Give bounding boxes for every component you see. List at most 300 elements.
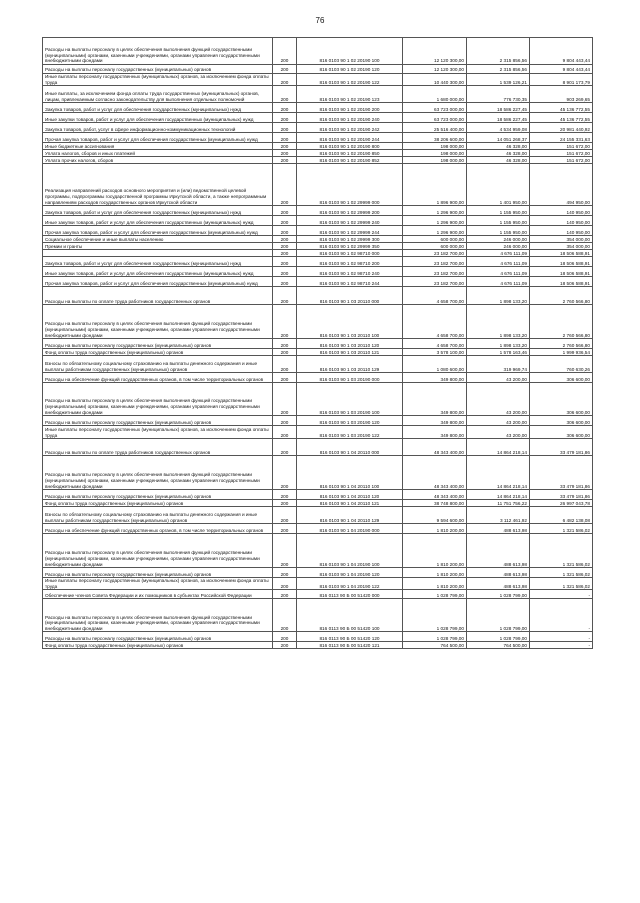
row-approved-amount: 23 182 700,00: [403, 257, 467, 267]
row-line-code: 200: [273, 524, 297, 534]
row-approved-amount: 764 500,00: [403, 642, 467, 649]
row-line-code: 200: [273, 534, 297, 568]
row-line-code: 200: [273, 339, 297, 349]
row-approved-amount: 12 120 300,00: [403, 65, 467, 74]
table-row: [43, 38, 593, 65]
row-executed-amount: 4 676 111,09: [467, 277, 530, 287]
row-classification-code: 816 0103 90 1 02 20190 100: [297, 38, 403, 65]
row-name: Фонд оплаты труда государственных (муниципальных) органов: [43, 642, 273, 649]
row-approved-amount: 4 658 700,00: [403, 305, 467, 339]
row-remaining-amount: 26 997 043,78: [530, 500, 593, 507]
row-approved-amount: 1 080 600,00: [403, 356, 467, 373]
table-row: [43, 524, 593, 534]
table-row: [43, 439, 593, 456]
row-name: Премии и гранты: [43, 243, 273, 250]
table-row: [43, 590, 593, 599]
row-line-code: 200: [273, 133, 297, 143]
row-name: Закупка товаров, работ, услуг в сфере информационно-коммуникационных технологий: [43, 123, 273, 133]
row-classification-code: 816 0103 90 1 04 20110 120: [297, 490, 403, 500]
row-name: Расходы на выплаты персоналу государственных (муниципальных) органов: [43, 65, 273, 74]
row-executed-amount: 1 028 799,00: [467, 599, 530, 632]
row-name: Социальное обеспечение и иные выплаты населению: [43, 236, 273, 243]
row-name: Расходы на выплаты персоналу в целях обеспечения выполнения функций государственными (муниципальными) органами, казенными учреждениями, органами управления государственными внебюджетными фондами: [43, 534, 273, 568]
row-remaining-amount: 151 672,00: [530, 150, 593, 157]
row-remaining-amount: 151 672,00: [530, 143, 593, 150]
row-remaining-amount: 2 760 566,80: [530, 305, 593, 339]
row-line-code: 200: [273, 416, 297, 426]
table-row: [43, 164, 593, 206]
row-name: Расходы на выплаты персоналу в целях обеспечения выполнения функций государственными (муниципальными) органами, казенными учреждениями, органами управления государственными внебюджетными фондами: [43, 599, 273, 632]
row-executed-amount: 18 586 227,45: [467, 103, 530, 113]
page-number: 76: [315, 16, 325, 25]
row-executed-amount: 1 898 133,20: [467, 339, 530, 349]
row-remaining-amount: 151 672,00: [530, 157, 593, 164]
row-executed-amount: 4 676 111,09: [467, 267, 530, 277]
row-executed-amount: 246 000,00: [467, 236, 530, 243]
row-executed-amount: 776 730,35: [467, 86, 530, 103]
row-name: Расходы на выплаты персоналу в целях обеспечения выполнения функций государственными (муниципальными) органами, казенными учреждениями, органами управления государственными внебюджетными фондами: [43, 305, 273, 339]
row-name: Расходы на выплаты персоналу государственных (муниципальных) органов: [43, 416, 273, 426]
row-approved-amount: 198 000,00: [403, 143, 467, 150]
row-executed-amount: 1 028 799,00: [467, 590, 530, 599]
row-remaining-amount: 18 506 588,91: [530, 277, 593, 287]
table-row: [43, 383, 593, 416]
row-classification-code: 816 0103 90 1 02 98710 000: [297, 250, 403, 257]
row-name: Иные выплаты персоналу государственных (муниципальных) органов, за исключением фонда оплаты труда: [43, 426, 273, 439]
row-name: Расходы на выплаты по оплате труда работников государственных органов: [43, 287, 273, 305]
row-name: Иные закупки товаров, работ и услуг для обеспечения государственных (муниципальных) нужд: [43, 113, 273, 123]
row-classification-code: 816 0113 90 Б 00 51420 000: [297, 590, 403, 599]
row-approved-amount: 63 723 000,00: [403, 113, 467, 123]
row-remaining-amount: -: [530, 590, 593, 599]
row-remaining-amount: -: [530, 642, 593, 649]
row-line-code: 200: [273, 103, 297, 113]
row-line-code: 200: [273, 216, 297, 226]
table-row: [43, 568, 593, 578]
row-name: Расходы на обеспечение функций государственных органов, в том числе территориальных органов: [43, 373, 273, 383]
row-classification-code: 816 0103 90 1 02 20190 122: [297, 74, 403, 86]
row-line-code: 200: [273, 426, 297, 439]
table-row: [43, 250, 593, 257]
row-classification-code: 816 0103 90 1 04 20190 120: [297, 568, 403, 578]
row-classification-code: 816 0103 90 1 04 20190 000: [297, 524, 403, 534]
row-executed-amount: 43 200,00: [467, 373, 530, 383]
row-name: Расходы на выплаты персоналу в целях обеспечения выполнения функций государственными (муниципальными) органами, казенными учреждениями, органами управления государственными внебюджетными фондами: [43, 456, 273, 490]
row-name: Иные выплаты персоналу государственных (муниципальных) органов, за исключением фонда оплаты труда: [43, 74, 273, 86]
table-row: [43, 305, 593, 339]
table-row: [43, 143, 593, 150]
row-executed-amount: 1 155 950,00: [467, 206, 530, 216]
row-name: Уплата налогов, сборов и иных платежей: [43, 150, 273, 157]
table-row: [43, 349, 593, 356]
table-row: [43, 534, 593, 568]
row-line-code: 200: [273, 243, 297, 250]
table-row: [43, 236, 593, 243]
row-executed-amount: 764 500,00: [467, 642, 530, 649]
row-remaining-amount: 18 506 588,91: [530, 257, 593, 267]
row-approved-amount: 48 343 400,00: [403, 490, 467, 500]
row-name: Обеспечение членов Совета Федерации и их помощников в субъектах Российской Федерации: [43, 590, 273, 599]
row-remaining-amount: 9 804 443,44: [530, 65, 593, 74]
table-row: [43, 599, 593, 632]
table-row: [43, 113, 593, 123]
row-approved-amount: 38 206 600,00: [403, 133, 467, 143]
row-classification-code: 816 0103 90 1 03 20110 129: [297, 356, 403, 373]
table-row: [43, 578, 593, 590]
row-classification-code: 816 0103 90 1 02 20190 240: [297, 113, 403, 123]
row-remaining-amount: 140 950,00: [530, 226, 593, 236]
row-classification-code: 816 0103 90 1 03 20190 000: [297, 373, 403, 383]
row-remaining-amount: 903 269,65: [530, 86, 593, 103]
row-name: Иные закупки товаров, работ и услуг для обеспечения государственных (муниципальных) нужд: [43, 216, 273, 226]
row-line-code: 200: [273, 277, 297, 287]
row-name: Фонд оплаты труда государственных (муниципальных) органов: [43, 500, 273, 507]
row-executed-amount: 4 534 959,08: [467, 123, 530, 133]
row-remaining-amount: 140 950,00: [530, 216, 593, 226]
row-approved-amount: 1 680 000,00: [403, 86, 467, 103]
row-approved-amount: 23 182 700,00: [403, 267, 467, 277]
row-executed-amount: 4 676 111,09: [467, 250, 530, 257]
row-line-code: 200: [273, 349, 297, 356]
row-approved-amount: 1 896 900,00: [403, 164, 467, 206]
row-executed-amount: 1 539 126,21: [467, 74, 530, 86]
row-remaining-amount: -: [530, 632, 593, 642]
table-row: [43, 150, 593, 157]
row-approved-amount: 600 000,00: [403, 243, 467, 250]
row-approved-amount: 198 000,00: [403, 150, 467, 157]
row-executed-amount: 488 613,98: [467, 534, 530, 568]
row-name: Взносы по обязательному социальному страхованию на выплаты денежного содержания и иные выплаты работникам государственных (муниципальных) органов: [43, 356, 273, 373]
table-row: [43, 356, 593, 373]
row-executed-amount: 18 586 227,45: [467, 113, 530, 123]
row-classification-code: 816 0103 90 1 02 29999 000: [297, 164, 403, 206]
row-executed-amount: 4 676 111,09: [467, 257, 530, 267]
table-row: [43, 243, 593, 250]
table-row: [43, 373, 593, 383]
row-name: Прочая закупка товаров, работ и услуг для обеспечения государственных (муниципальных) нужд: [43, 226, 273, 236]
table-row: [43, 456, 593, 490]
row-classification-code: 816 0103 90 1 02 98710 200: [297, 257, 403, 267]
row-classification-code: 816 0103 90 1 02 29999 200: [297, 206, 403, 216]
row-name: Реализация направлений расходов основного мероприятия и (или) ведомственной целевой программы, подпрограммы государственной программы Иркутской области, а также непрограммным направлениям расходов государственных органов Иркутской области: [43, 164, 273, 206]
table-body: [43, 38, 593, 649]
row-remaining-amount: 18 506 588,91: [530, 250, 593, 257]
row-executed-amount: 14 864 218,14: [467, 439, 530, 456]
table-row: [43, 216, 593, 226]
row-classification-code: 816 0103 90 1 02 20190 800: [297, 143, 403, 150]
row-remaining-amount: 1 321 586,02: [530, 568, 593, 578]
row-executed-amount: 46 328,00: [467, 157, 530, 164]
row-line-code: 200: [273, 206, 297, 216]
row-classification-code: 816 0103 90 1 03 20110 120: [297, 339, 403, 349]
row-remaining-amount: 33 479 181,86: [530, 456, 593, 490]
table-row: [43, 287, 593, 305]
table-row: [43, 86, 593, 103]
row-line-code: 200: [273, 236, 297, 243]
row-name: Закупка товаров, работ и услуг для обеспечения государственных (муниципальных) нужд: [43, 257, 273, 267]
row-line-code: 200: [273, 74, 297, 86]
row-remaining-amount: 306 600,00: [530, 426, 593, 439]
row-approved-amount: 1 296 900,00: [403, 206, 467, 216]
row-name: Уплата прочих налогов, сборов: [43, 157, 273, 164]
row-approved-amount: 23 182 700,00: [403, 277, 467, 287]
table-row: [43, 157, 593, 164]
row-approved-amount: 1 296 900,00: [403, 216, 467, 226]
row-classification-code: 816 0103 90 1 03 20110 121: [297, 349, 403, 356]
row-approved-amount: 38 748 800,00: [403, 500, 467, 507]
row-remaining-amount: 760 630,26: [530, 356, 593, 373]
row-classification-code: 816 0103 90 1 02 20190 850: [297, 150, 403, 157]
row-classification-code: 816 0103 90 1 02 29999 244: [297, 226, 403, 236]
row-line-code: 200: [273, 113, 297, 123]
table-row: [43, 257, 593, 267]
table-row: [43, 226, 593, 236]
row-remaining-amount: 140 950,00: [530, 206, 593, 216]
row-approved-amount: 12 120 300,00: [403, 38, 467, 65]
row-approved-amount: 4 658 700,00: [403, 287, 467, 305]
row-classification-code: 816 0103 90 1 02 20190 242: [297, 123, 403, 133]
row-remaining-amount: 2 760 566,80: [530, 287, 593, 305]
row-remaining-amount: 6 482 138,08: [530, 507, 593, 524]
row-remaining-amount: 33 479 181,86: [530, 490, 593, 500]
row-classification-code: 816 0103 90 1 02 29999 350: [297, 243, 403, 250]
row-name: Иные выплаты персоналу государственных (муниципальных) органов, за исключением фонда оплаты труда: [43, 578, 273, 590]
table-row: [43, 74, 593, 86]
row-name: [43, 250, 273, 257]
row-remaining-amount: 18 506 588,91: [530, 267, 593, 277]
row-executed-amount: 1 155 950,00: [467, 226, 530, 236]
row-line-code: 200: [273, 287, 297, 305]
row-classification-code: 816 0103 90 1 04 20110 121: [297, 500, 403, 507]
row-name: Расходы на выплаты персоналу государственных (муниципальных) органов: [43, 568, 273, 578]
row-classification-code: 816 0103 90 1 03 20190 120: [297, 416, 403, 426]
row-name: Расходы на обеспечение функций государственных органов, в том числе территориальных органов: [43, 524, 273, 534]
row-line-code: 200: [273, 150, 297, 157]
row-classification-code: 816 0103 90 1 02 20190 120: [297, 65, 403, 74]
row-classification-code: 816 0103 90 1 02 98710 240: [297, 267, 403, 277]
row-name: Взносы по обязательному социальному страхованию на выплаты денежного содержания и иные выплаты работникам государственных (муниципальных) органов: [43, 507, 273, 524]
table-row: [43, 65, 593, 74]
table-row: [43, 632, 593, 642]
row-approved-amount: 1 028 799,00: [403, 599, 467, 632]
row-remaining-amount: 45 136 772,55: [530, 113, 593, 123]
row-approved-amount: 1 028 799,00: [403, 590, 467, 599]
row-classification-code: 816 0103 90 1 02 20190 852: [297, 157, 403, 164]
row-name: Расходы на выплаты персоналу в целях обеспечения выполнения функций государственными (муниципальными) органами, казенными учреждениями, органами управления государственными внебюджетными фондами: [43, 383, 273, 416]
row-line-code: 200: [273, 642, 297, 649]
row-name: Иные выплаты, за исключением фонда оплаты труда государственных (муниципальных) органов, лицам, привлекаемым согласно законодательству для выполнения отдельных полномочий: [43, 86, 273, 103]
row-approved-amount: 349 800,00: [403, 426, 467, 439]
row-executed-amount: 43 200,00: [467, 383, 530, 416]
row-remaining-amount: 306 600,00: [530, 416, 593, 426]
row-line-code: 200: [273, 456, 297, 490]
row-executed-amount: 1 898 133,20: [467, 305, 530, 339]
row-remaining-amount: 9 804 443,44: [530, 38, 593, 65]
row-line-code: 200: [273, 38, 297, 65]
table-row: [43, 490, 593, 500]
row-classification-code: 816 0103 90 1 04 20190 100: [297, 534, 403, 568]
row-classification-code: 816 0103 90 1 02 98710 244: [297, 277, 403, 287]
row-line-code: 200: [273, 507, 297, 524]
row-approved-amount: 10 440 300,00: [403, 74, 467, 86]
row-remaining-amount: 1 321 586,02: [530, 534, 593, 568]
row-executed-amount: 1 898 133,20: [467, 287, 530, 305]
row-executed-amount: 43 200,00: [467, 416, 530, 426]
table-row: [43, 500, 593, 507]
row-executed-amount: 14 864 218,14: [467, 456, 530, 490]
table-row: [43, 133, 593, 143]
row-line-code: 200: [273, 490, 297, 500]
row-line-code: 200: [273, 226, 297, 236]
row-executed-amount: 2 315 856,56: [467, 38, 530, 65]
row-approved-amount: 3 578 100,00: [403, 349, 467, 356]
table-row: [43, 123, 593, 133]
row-executed-amount: 14 051 268,37: [467, 133, 530, 143]
row-line-code: 200: [273, 373, 297, 383]
row-executed-amount: 3 112 461,92: [467, 507, 530, 524]
row-executed-amount: 1 028 799,00: [467, 632, 530, 642]
row-line-code: 200: [273, 578, 297, 590]
row-classification-code: 816 0103 90 1 02 20190 244: [297, 133, 403, 143]
row-classification-code: 816 0103 90 1 02 20190 200: [297, 103, 403, 113]
row-name: Закупка товаров, работ и услуг для обеспечения государственных (муниципальных) нужд: [43, 206, 273, 216]
row-classification-code: 816 0113 90 Б 00 51420 120: [297, 632, 403, 642]
row-line-code: 200: [273, 143, 297, 150]
row-classification-code: 816 0103 90 1 03 20110 100: [297, 305, 403, 339]
row-remaining-amount: 24 155 331,63: [530, 133, 593, 143]
row-line-code: 200: [273, 267, 297, 277]
row-line-code: 200: [273, 86, 297, 103]
row-remaining-amount: 1 321 586,02: [530, 578, 593, 590]
row-name: Расходы на выплаты по оплате труда работников государственных органов: [43, 439, 273, 456]
row-remaining-amount: 2 760 566,80: [530, 339, 593, 349]
row-line-code: 200: [273, 599, 297, 632]
row-remaining-amount: 354 000,00: [530, 236, 593, 243]
row-classification-code: 816 0103 90 1 02 20190 123: [297, 86, 403, 103]
table-row: [43, 507, 593, 524]
budget-execution-table: [42, 37, 593, 649]
row-approved-amount: 63 723 000,00: [403, 103, 467, 113]
row-approved-amount: 1 028 799,00: [403, 632, 467, 642]
row-approved-amount: 349 800,00: [403, 383, 467, 416]
row-line-code: 200: [273, 164, 297, 206]
row-approved-amount: 1 810 200,00: [403, 568, 467, 578]
row-classification-code: 816 0103 90 1 04 20110 100: [297, 456, 403, 490]
row-remaining-amount: 354 000,00: [530, 243, 593, 250]
row-line-code: 200: [273, 632, 297, 642]
row-approved-amount: 48 343 400,00: [403, 439, 467, 456]
table-row: [43, 206, 593, 216]
row-executed-amount: 46 328,00: [467, 150, 530, 157]
row-line-code: 200: [273, 383, 297, 416]
row-name: Иные закупки товаров, работ и услуг для обеспечения государственных (муниципальных) нужд: [43, 267, 273, 277]
table-row: [43, 267, 593, 277]
row-executed-amount: 1 401 950,00: [467, 164, 530, 206]
row-classification-code: 816 0103 90 1 04 20110 129: [297, 507, 403, 524]
row-name: Расходы на выплаты персоналу государственных (муниципальных) органов: [43, 632, 273, 642]
row-approved-amount: 1 810 200,00: [403, 534, 467, 568]
row-approved-amount: 4 658 700,00: [403, 339, 467, 349]
row-line-code: 200: [273, 157, 297, 164]
row-remaining-amount: 1 321 586,02: [530, 524, 593, 534]
row-remaining-amount: 306 600,00: [530, 373, 593, 383]
row-executed-amount: 246 000,00: [467, 243, 530, 250]
row-name: Закупка товаров, работ и услуг для обеспечения государственных (муниципальных) нужд: [43, 103, 273, 113]
row-executed-amount: 488 613,98: [467, 524, 530, 534]
row-remaining-amount: 306 600,00: [530, 383, 593, 416]
row-remaining-amount: 45 136 772,55: [530, 103, 593, 113]
row-approved-amount: 25 516 400,00: [403, 123, 467, 133]
table-row: [43, 277, 593, 287]
row-approved-amount: 1 296 900,00: [403, 226, 467, 236]
row-executed-amount: 1 578 163,46: [467, 349, 530, 356]
row-approved-amount: 23 182 700,00: [403, 250, 467, 257]
row-executed-amount: 488 613,98: [467, 578, 530, 590]
table-row: [43, 642, 593, 649]
row-name: Прочая закупка товаров, работ и услуг для обеспечения государственных (муниципальных) нужд: [43, 277, 273, 287]
table-row: [43, 416, 593, 426]
row-remaining-amount: 8 901 173,79: [530, 74, 593, 86]
row-line-code: 200: [273, 439, 297, 456]
table-row: [43, 339, 593, 349]
row-name: Иные бюджетные ассигнования: [43, 143, 273, 150]
row-remaining-amount: 20 981 440,92: [530, 123, 593, 133]
row-approved-amount: 349 800,00: [403, 416, 467, 426]
row-name: Расходы на выплаты персоналу в целях обеспечения выполнения функций государственными (муниципальными) органами, казенными учреждениями, органами управления государственными внебюджетными фондами: [43, 38, 273, 65]
row-classification-code: 816 0103 90 1 04 20190 122: [297, 578, 403, 590]
row-name: Фонд оплаты труда государственных (муниципальных) органов: [43, 349, 273, 356]
row-approved-amount: 349 800,00: [403, 373, 467, 383]
row-approved-amount: 9 594 600,00: [403, 507, 467, 524]
row-line-code: 200: [273, 65, 297, 74]
row-remaining-amount: 494 950,00: [530, 164, 593, 206]
row-line-code: 200: [273, 250, 297, 257]
row-name: Расходы на выплаты персоналу государственных (муниципальных) органов: [43, 339, 273, 349]
row-executed-amount: 2 315 856,56: [467, 65, 530, 74]
row-line-code: 200: [273, 257, 297, 267]
row-executed-amount: 319 969,74: [467, 356, 530, 373]
row-executed-amount: 11 751 756,22: [467, 500, 530, 507]
row-executed-amount: 1 155 950,00: [467, 216, 530, 226]
table-row: [43, 103, 593, 113]
row-remaining-amount: -: [530, 599, 593, 632]
row-approved-amount: 48 343 400,00: [403, 456, 467, 490]
row-classification-code: 816 0103 90 1 03 20190 100: [297, 383, 403, 416]
row-classification-code: 816 0103 90 1 03 20110 000: [297, 287, 403, 305]
row-approved-amount: 1 810 200,00: [403, 524, 467, 534]
row-approved-amount: 1 810 200,00: [403, 578, 467, 590]
table-row: [43, 426, 593, 439]
row-name: Расходы на выплаты персоналу государственных (муниципальных) органов: [43, 490, 273, 500]
row-classification-code: 816 0103 90 1 04 20110 000: [297, 439, 403, 456]
row-line-code: 200: [273, 568, 297, 578]
row-executed-amount: 46 328,00: [467, 143, 530, 150]
row-approved-amount: 198 000,00: [403, 157, 467, 164]
row-line-code: 200: [273, 500, 297, 507]
row-executed-amount: 43 200,00: [467, 426, 530, 439]
row-classification-code: 816 0113 90 Б 00 51420 121: [297, 642, 403, 649]
row-line-code: 200: [273, 356, 297, 373]
row-executed-amount: 14 864 218,14: [467, 490, 530, 500]
row-remaining-amount: 33 479 181,86: [530, 439, 593, 456]
row-classification-code: 816 0103 90 1 02 29999 240: [297, 216, 403, 226]
row-line-code: 200: [273, 590, 297, 599]
row-executed-amount: 488 613,98: [467, 568, 530, 578]
row-line-code: 200: [273, 305, 297, 339]
row-remaining-amount: 1 999 936,54: [530, 349, 593, 356]
row-classification-code: 816 0113 90 Б 00 51420 100: [297, 599, 403, 632]
row-classification-code: 816 0103 90 1 02 29999 300: [297, 236, 403, 243]
